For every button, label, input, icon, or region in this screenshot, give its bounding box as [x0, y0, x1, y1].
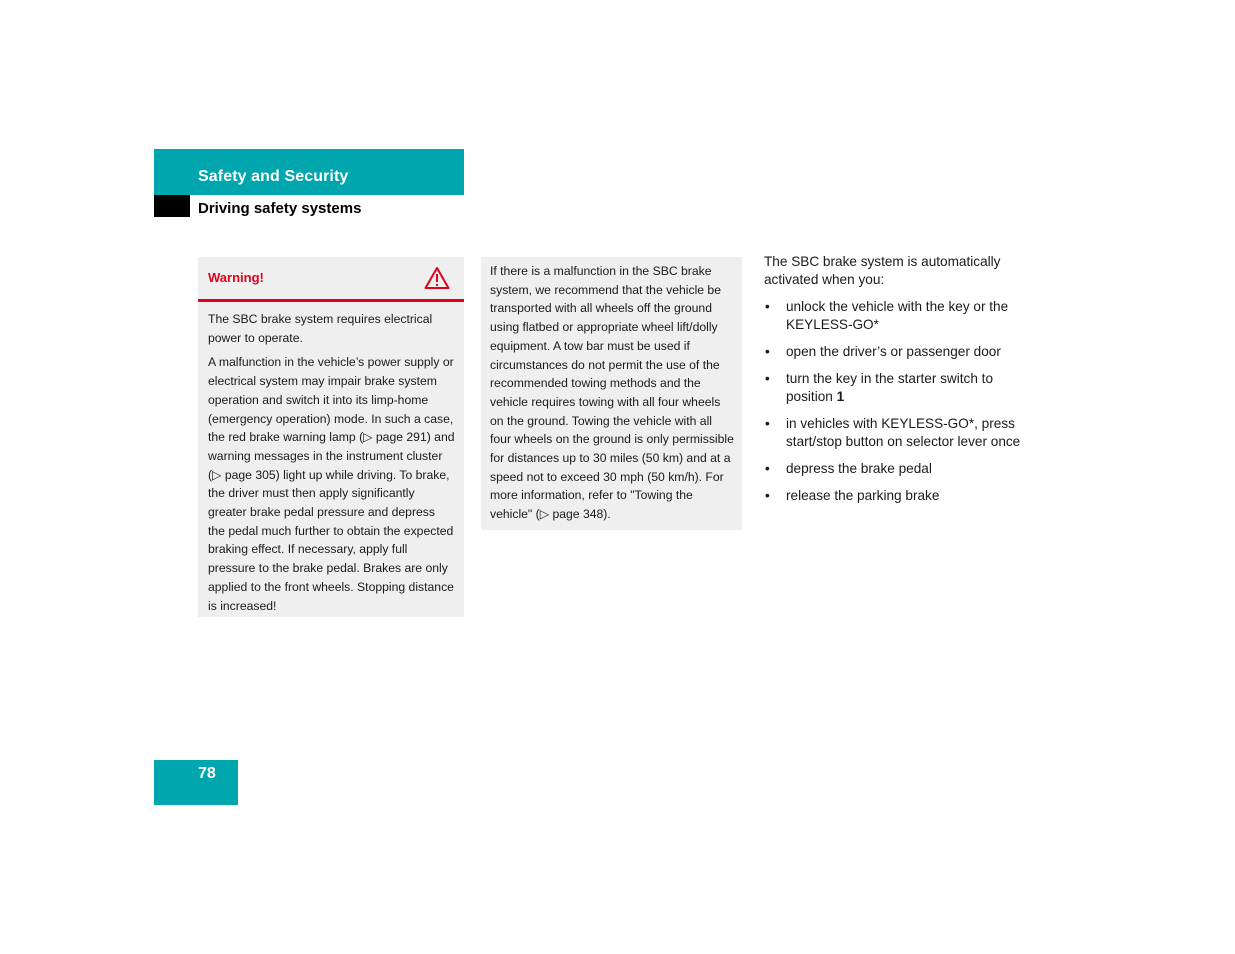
list-item [764, 415, 1034, 451]
warning-header [198, 257, 464, 302]
page-number: 78 [198, 765, 216, 782]
bullet: • [765, 488, 770, 503]
list-item [764, 370, 1034, 406]
warning-paragraph: A malfunction in the vehicle’s power supply or electrical system may impair brake system operation and switch it into its limp-home (emergency operation) mode. In such a case, the red brake warning lamp (▷ page 291) and warning messages in the instrument cluster (▷ page 305) light up while driving. To brake, the driver must then apply significantly greater brake pedal pressure and depress the pedal much further to obtain the expected braking effect. If necessary, apply full pressure to the brake pedal. Brakes are only applied to the front wheels. Stopping distance is increased! [208, 355, 455, 613]
bullet: • [765, 299, 770, 314]
subsection-title: Driving safety systems [198, 200, 362, 217]
section-marker [154, 195, 190, 217]
info-text [481, 257, 742, 524]
activation-list [764, 298, 1034, 505]
list-item-text: depress the brake pedal [786, 461, 932, 476]
list-item [764, 343, 1034, 361]
warning-paragraph: The SBC brake system requires electrical power to operate. [208, 312, 433, 345]
info-box [481, 257, 742, 530]
list-item [764, 460, 1034, 478]
activation-intro: The SBC brake system is automatically activated when you: [764, 254, 1001, 287]
page-number-box [154, 760, 238, 805]
info-paragraph: If there is a malfunction in the SBC brake system, we recommend that the vehicle be transported with all wheels off the ground using flatbed or appropriate wheel lift/dolly equipment. A tow bar must be used if circumstances do not permit the use of the recommended towing methods and the vehicle requires towing with all four wheels on the ground. Towing the vehicle with all four wheels on the ground is only permissible for distances up to 30 miles (50 km) and at a speed not to exceed 30 mph (50 km/h). For more information, refer to "Towing the vehicle" (▷ page 348). [490, 264, 734, 522]
list-item [764, 487, 1034, 505]
list-item-text: turn the key in the starter switch to position [786, 371, 994, 404]
activation-section [764, 253, 1034, 514]
section-title: Safety and Security [198, 168, 349, 185]
bullet: • [765, 461, 770, 476]
warning-triangle-icon [424, 266, 450, 290]
bullet: • [765, 344, 770, 359]
warning-text [198, 302, 464, 615]
bullet: • [765, 416, 770, 431]
list-item-text: unlock the vehicle with the key or the KEYLESS-GO* [786, 299, 1009, 332]
list-item-text: open the driver’s or passenger door [786, 344, 1001, 359]
bullet: • [765, 371, 770, 386]
position-value: 1 [836, 389, 845, 404]
list-item-text: release the parking brake [786, 488, 940, 503]
list-item-text: in vehicles with KEYLESS-GO*, press start/stop button on selector lever once [786, 416, 1021, 449]
warning-box [198, 257, 464, 617]
warning-label: Warning! [208, 270, 264, 285]
list-item [764, 298, 1034, 334]
